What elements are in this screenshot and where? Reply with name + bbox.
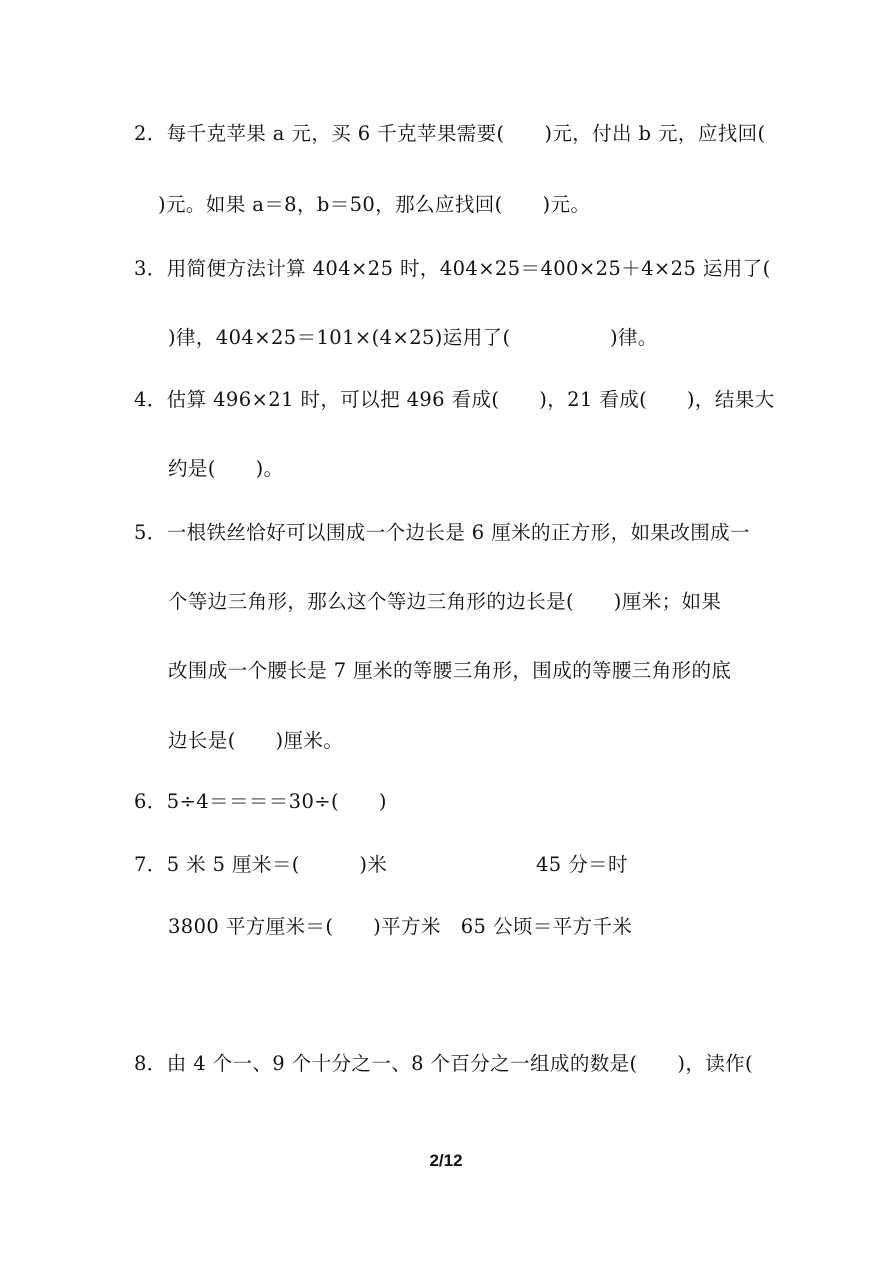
question-3-line-1: 3．用简便方法计算 404×25 时，404×25＝400×25＋4×25 运用了( [134, 257, 771, 280]
question-6-line-1: 6．5÷4＝＝＝＝30÷( ) [134, 790, 387, 813]
question-2-line-1: 2．每千克苹果 a 元，买 6 千克苹果需要( )元，付出 b 元，应找回( [134, 122, 766, 145]
question-4-line-2: 约是( )。 [168, 457, 284, 480]
question-5-line-3: 改围成一个腰长是 7 厘米的等腰三角形，围成的等腰三角形的底 [168, 659, 732, 682]
question-7-line-2: 3800 平方厘米＝( )平方米 65 公顷＝平方千米 [168, 915, 633, 938]
question-3-line-2: )律，404×25＝101×(4×25)运用了( )律。 [168, 326, 658, 349]
question-5-line-4: 边长是( )厘米。 [168, 729, 344, 752]
question-4-line-1: 4．估算 496×21 时，可以把 496 看成( )，21 看成( )，结果大 [134, 388, 775, 411]
question-5-line-1: 5．一根铁丝恰好可以围成一个边长是 6 厘米的正方形，如果改围成一 [134, 521, 750, 544]
question-7-line-1-right: 45 分＝时 [536, 853, 628, 876]
question-5-line-2: 个等边三角形，那么这个等边三角形的边长是( )厘米；如果 [168, 590, 722, 613]
question-2-line-2: )元。如果 a＝8，b＝50，那么应找回( )元。 [158, 193, 591, 216]
page-number: 2/12 [429, 1151, 463, 1170]
question-7-line-1-left: 7．5 米 5 厘米＝( )米 [134, 853, 388, 876]
question-8-line-1: 8．由 4 个一、9 个十分之一、8 个百分之一组成的数是( )，读作( [134, 1052, 754, 1075]
